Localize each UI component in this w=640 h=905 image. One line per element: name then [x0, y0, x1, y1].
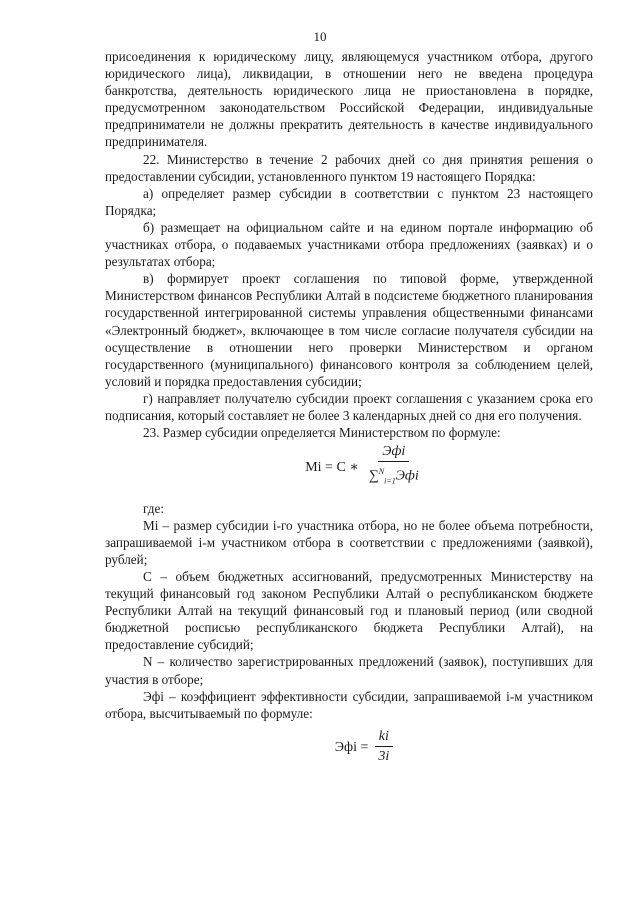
- paragraph-sub-a: а) определяет размер субсидии в соответствии с пунктом 23 настоящего Порядка;: [105, 185, 593, 218]
- paragraph-sub-v: в) формирует проект соглашения по типовой форме, утвержденной Министерством финансов Республики Алтай в подсистеме бюджетного планирования государственной интегрированной системы управления общественными финансами «Электронный бюджет», включающее в том числе согласие получателя субсидии на осуществление в отношении него проверки Министерством и органом государственного (муниципального) финансового контроля за соблюдением целей, условий и порядка предоставления субсидии;: [105, 271, 593, 389]
- paragraph-def-mi: Mi – размер субсидии i-го участника отбора, но не более объема потребности, запрашиваемой i-м участником отбора в соответствии с предложениями (заявкой), рублей;: [105, 517, 593, 567]
- paragraph-def-n: N – количество зарегистрированных предложений (заявок), поступивших для участия в отборе;: [105, 654, 593, 687]
- formula-fraction: [365, 443, 423, 491]
- formula-lhs: Mi = C ∗: [305, 459, 359, 475]
- formula-denominator: [365, 462, 423, 491]
- sum-symbol: ∑: [368, 468, 379, 484]
- paragraph-def-efi: Эфi – коэффициент эффективности субсидии, запрашиваемой i-м участником отбора, высчитываемый по формуле:: [105, 688, 593, 721]
- formula-subsidy-size: [135, 443, 593, 491]
- document-body: [105, 48, 593, 767]
- formula-numerator: Эфi: [378, 443, 409, 462]
- formula2-numerator: ki: [375, 728, 393, 747]
- paragraph-sub-b: б) размещает на официальном сайте и на едином портале информацию об участниках отбора, о подаваемых участниками отбора предложениях (заявках) и о результатах отбора;: [105, 219, 593, 270]
- paragraph-sub-g: г) направляет получателю субсидии проект соглашения с указанием срока его подписания, который составляет не более 3 календарных дней со дня его получения.: [105, 390, 593, 423]
- sum-term: Эфi: [395, 468, 419, 484]
- formula2-lhs: Эфi =: [334, 739, 369, 755]
- paragraph-def-c: С – объем бюджетных ассигнований, предусмотренных Министерству на текущий финансовый год законом Республики Алтай о республиканском бюджете Республики Алтай на текущий финансовый год и плановый период (или сводной бюджетной росписью республиканского бюджета Республики Алтай), на предоставление субсидий;: [105, 568, 593, 653]
- sum-upper-limit: N: [378, 467, 385, 477]
- paragraph-continuation: присоединения к юридическому лицу, являющемуся участником отбора, другого юридического лица), ликвидации, в отношении него не введена процедура банкротства, деятельность юридического лица не приостановлена в порядке, предусмотренном законодательством Российской Федерации, индивидуальные предприниматели не должны прекратить деятельность в качестве индивидуального предпринимателя.: [105, 49, 593, 150]
- sum-lower-limit: i=1: [384, 476, 396, 486]
- paragraph-item-22: 22. Министерство в течение 2 рабочих дней со дня принятия решения о предоставлении субсидии, установленного пунктом 19 настоящего Порядка:: [105, 151, 593, 184]
- formula-efficiency: [135, 728, 593, 767]
- formula2-denominator: 3i: [378, 748, 390, 764]
- page-number: 10: [313, 29, 327, 44]
- paragraph-item-23: 23. Размер субсидии определяется Министерством по формуле:: [143, 425, 501, 441]
- formula2-fraction: [374, 728, 393, 767]
- paragraph-where: где:: [143, 500, 164, 516]
